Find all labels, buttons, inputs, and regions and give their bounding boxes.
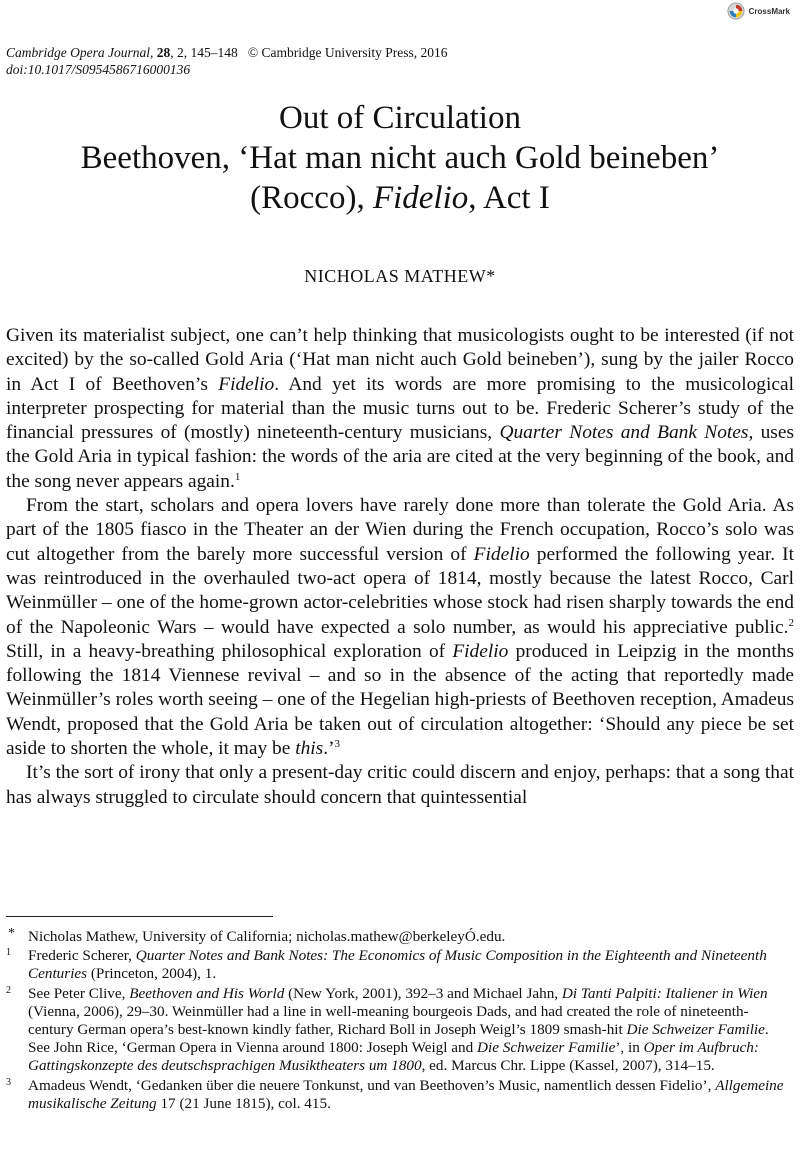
- paragraph-2: From the start, scholars and opera lovers have rarely done more than tolerate the Gold Aria. As part of the 1805 fiasco in the Theater an der Wien during the French occupation, Rocco’s solo was cut altogether from the barely more successful version of Fidelio performed the following year. It was reintroduced in the overhauled two-act opera of 1814, mostly because the latest Rocco, Carl Weinmüller – one of the home-grown actor-celebrities whose stock had risen sharply towards the end of the Napoleonic Wars – would have expected a solo number, as would his appreciative public.$^2$ Still, in a heavy-breathing philosophical exploration of Fidelio produced in Leipzig in the months following the 1814 Viennese revival – and so in the absence of the acting that reportedly made Weinmüller’s roles worth seeing – one of the Hegelian high-priests of Beethoven reception, Amadeus Wendt, proposed that the Gold Aria be taken out of circulation altogether: ‘Should any piece be set aside to shorten the whole, it may be this.’$^3$: [6, 495, 794, 760]
- author-name: NICHOLAS MATHEW*: [304, 266, 496, 286]
- footnote-2: 2 See Peter Clive, Beethoven and His World (New York, 2001), 392–3 and Michael Jahn, Di Tanti Palpiti: Italiener in Wien (Vienna, 2006), 29–30. Weinmüller had a line in well-meaning bourgeois Dads, and had created the role of nineteenth-century German opera’s best-known kindly father, Richard Boll in Joseph Weigl’s 1809 smash-hit Die Schweizer Familie. See John Rice, ‘German Opera in Vienna around 1800: Joseph Weigl and Die Schweizer Familie’, in Oper im Aufbruch: Gattingskonzepte des deutschsprachigen Musiktheaters um 1800, ed. Marcus Chr. Lippe (Kassel, 2007), 314–15.: [6, 984, 769, 1075]
- title-line-3: (Rocco), Fidelio, Act I: [250, 180, 550, 216]
- footnote-author: * Nicholas Mathew, University of California; nicholas.mathew@berkeleyÓ.edu.: [8, 926, 506, 945]
- paragraph-3: It’s the sort of irony that only a present-day critic could discern and enjoy, perhaps: that a song that has always struggled to circulate should concern that quintessential: [6, 762, 794, 808]
- footnote-1: 1 Frederic Scherer, Quarter Notes and Bank Notes: The Economics of Music Composition in the Eighteenth and Nineteenth Centuries (Princeton, 2004), 1.: [6, 947, 767, 983]
- footnote-ref-2[interactable]: 2: [788, 616, 794, 629]
- crossmark-badge[interactable]: [727, 2, 790, 20]
- footnote-ref-3[interactable]: 3: [334, 738, 341, 751]
- journal-line: Cambridge Opera Journal, 28, 2, 145–148 © Cambridge University Press, 2016: [6, 45, 448, 60]
- article-title: [0, 98, 800, 218]
- title-line-1: Out of Circulation: [279, 100, 521, 136]
- footnote-divider: [6, 916, 273, 917]
- article-body: [6, 324, 794, 810]
- journal-name: Cambridge Opera Journal: [6, 45, 150, 60]
- crossmark-icon: [727, 2, 745, 20]
- title-line-2: Beethoven, ‘Hat man nicht auch Gold beineben’: [80, 140, 720, 176]
- journal-copyright: © Cambridge University Press, 2016: [247, 45, 448, 60]
- footnotes: [6, 928, 794, 1114]
- journal-citation: [6, 44, 448, 78]
- journal-issue-pages: , 2, 145–148: [170, 45, 238, 60]
- footnote-3: 3 Amadeus Wendt, ‘Gedanken über die neuere Tonkunst, und van Beethoven’s Music, namentlich dessen Fidelio’, Allgemeine musikalische Zeitung 17 (21 June 1815), col. 415.: [6, 1076, 784, 1112]
- paragraph-1: Given its materialist subject, one can’t help thinking that musicologists ought to be interested (if not excited) by the so-called Gold Aria (‘Hat man nicht auch Gold beineben’), sung by the jailer Rocco in Act I of Beethoven’s Fidelio. And yet its words are more promising to the musicological interpreter prospecting for material than the music turns out to be. Frederic Scherer’s study of the financial pressures of (mostly) nineteenth-century musicians, Quarter Notes and Bank Notes, uses the Gold Aria in typical fashion: the words of the aria are cited at the very beginning of the book, and the song never appears again.$^1$: [6, 325, 795, 492]
- journal-volume: 28: [156, 45, 171, 60]
- crossmark-label: CrossMark: [748, 6, 790, 16]
- journal-doi[interactable]: doi:10.1017/S0954586716000136: [6, 62, 191, 77]
- footnote-ref-1[interactable]: 1: [234, 470, 241, 483]
